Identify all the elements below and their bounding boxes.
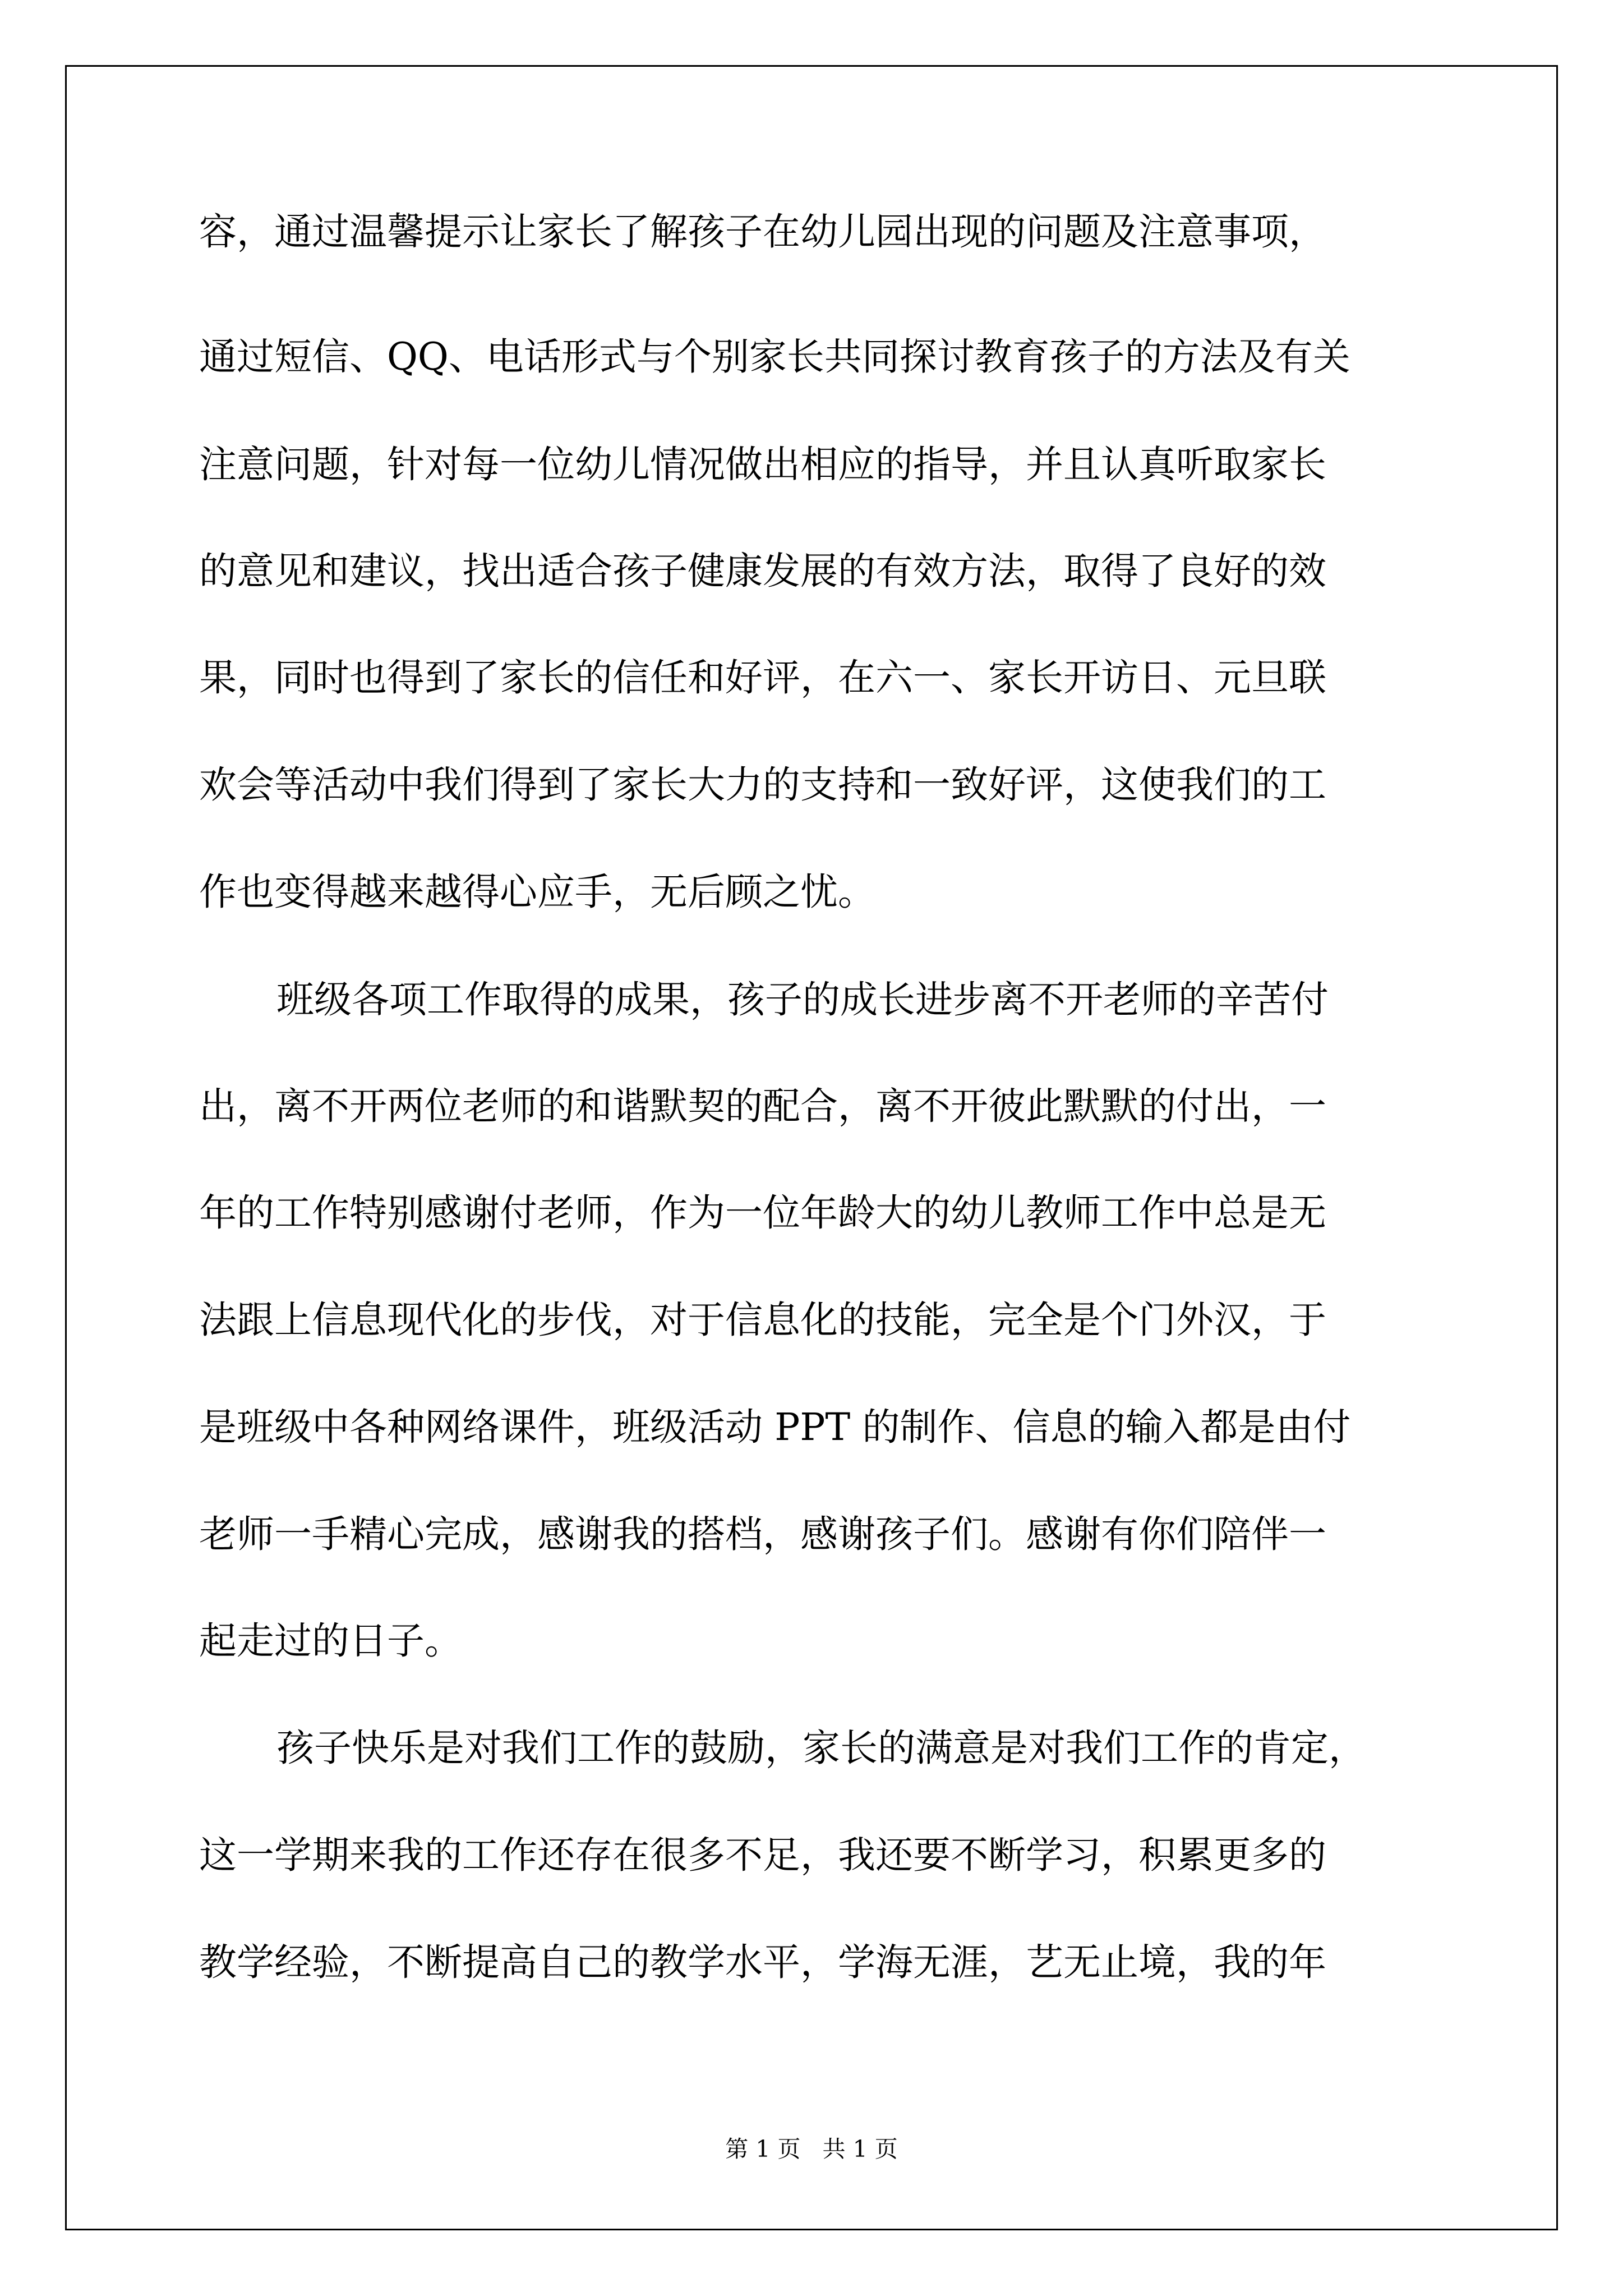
- text-line: 的意见和建议，找出适合孩子健康发展的有效方法，取得了良好的效: [199, 549, 1326, 593]
- page-footer: 第 1 页 共 1 页: [725, 2136, 898, 2162]
- paragraph-first-line: 孩子快乐是对我们工作的鼓励，家长的满意是对我们工作的肯定，: [276, 1726, 1366, 1770]
- text-line: 起走过的日子。: [199, 1619, 462, 1663]
- text-line: 通过短信、QQ、电话形式与个别家长共同探讨教育孩子的方法及有关: [199, 335, 1350, 379]
- text-line: 作也变得越来越得心应手，无后顾之忧。: [199, 870, 875, 914]
- text-line: 法跟上信息现代化的步伐，对于信息化的技能，完全是个门外汉，于: [199, 1298, 1326, 1342]
- text-line: 老师一手精心完成，感谢我的搭档，感谢孩子们。感谢有你们陪伴一: [199, 1512, 1326, 1556]
- text-line: 年的工作特别感谢付老师，作为一位年龄大的幼儿教师工作中总是无: [199, 1191, 1326, 1235]
- text-line: 欢会等活动中我们得到了家长大力的支持和一致好评，这使我们的工: [199, 763, 1326, 807]
- text-line: 这一学期来我的工作还存在很多不足，我还要不断学习，积累更多的: [199, 1833, 1326, 1877]
- text-line: 是班级中各种网络课件，班级活动 PPT 的制作、信息的输入都是由付: [199, 1405, 1351, 1449]
- text-line: 果，同时也得到了家长的信任和好评，在六一、家长开访日、元旦联: [199, 656, 1326, 700]
- paragraph-first-line: 班级各项工作取得的成果，孩子的成长进步离不开老师的辛苦付: [276, 978, 1329, 1022]
- text-line: 出，离不开两位老师的和谐默契的配合，离不开彼此默默的付出，一: [199, 1084, 1326, 1128]
- text-line: 容，通过温馨提示让家长了解孩子在幼儿园出现的问题及注意事项，: [199, 210, 1326, 254]
- text-line: 教学经验，不断提高自己的教学水平，学海无涯，艺无止境，我的年: [199, 1940, 1326, 1984]
- text-line: 注意问题，针对每一位幼儿情况做出相应的指导，并且认真听取家长: [199, 443, 1326, 486]
